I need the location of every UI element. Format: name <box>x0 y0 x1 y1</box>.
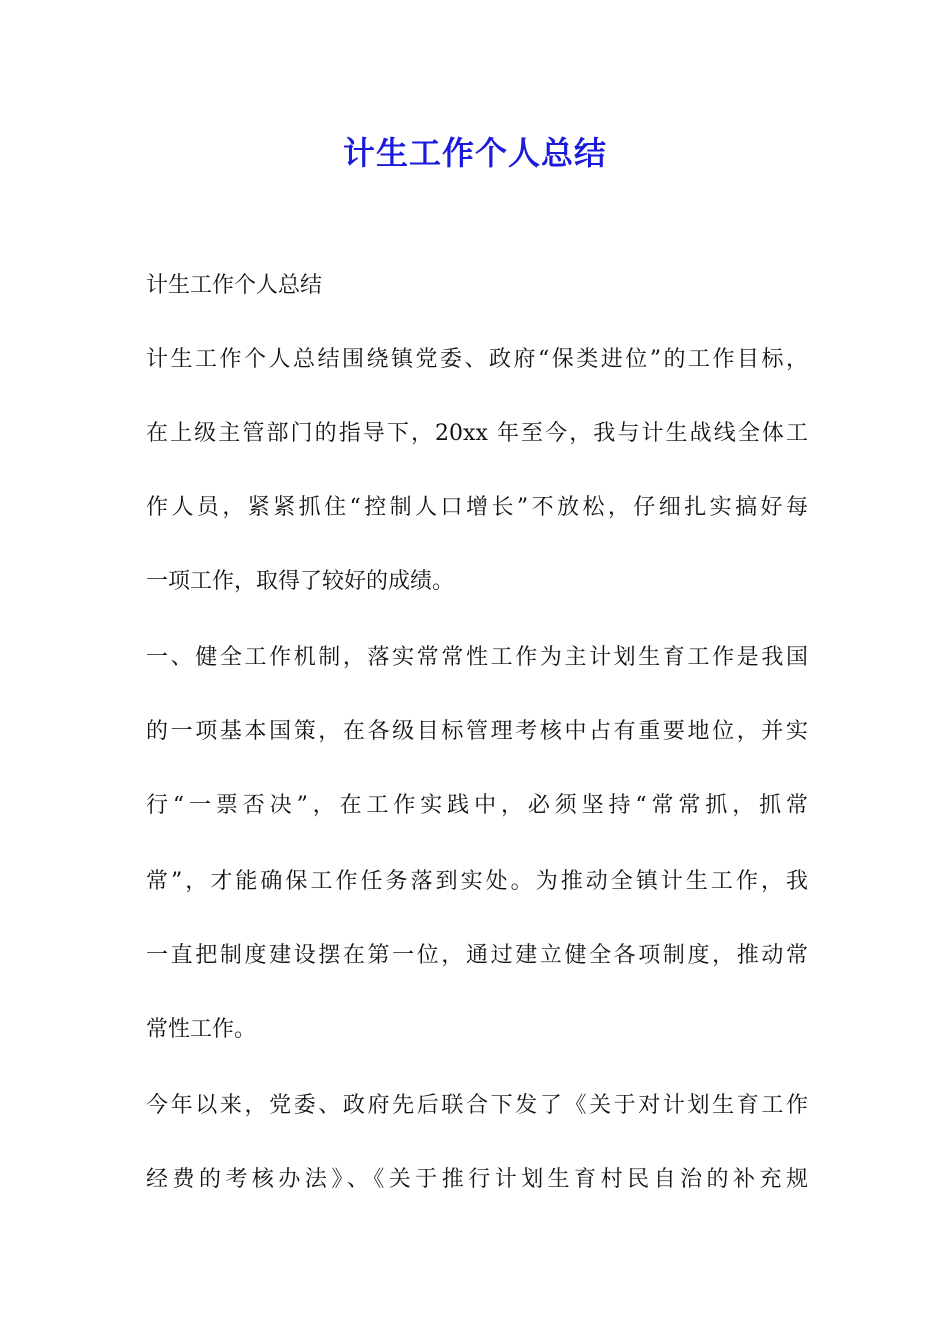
paragraph-line: 一、健全工作机制，落实常常性工作为主计划生育工作是我国 <box>146 645 808 670</box>
document-subtitle: 计生工作个人总结 <box>146 273 323 298</box>
paragraph-line: 常性工作。 <box>146 1017 257 1042</box>
paragraph-line: 行“一票否决”，在工作实践中，必须坚持“常常抓，抓常 <box>146 793 808 818</box>
paragraph-line: 在上级主管部门的指导下，20xx 年至今，我与计生战线全体工 <box>146 421 808 446</box>
document-title: 计生工作个人总结 <box>342 134 607 172</box>
paragraph-line: 一项工作，取得了较好的成绩。 <box>146 569 455 594</box>
paragraph-line: 的一项基本国策，在各级目标管理考核中占有重要地位，并实 <box>146 719 808 744</box>
paragraph-line: 经费的考核办法》、《关于推行计划生育村民自治的补充规 <box>146 1167 808 1192</box>
paragraph-line: 计生工作个人总结围绕镇党委、政府“保类进位”的工作目标， <box>146 347 808 372</box>
paragraph-line: 常”，才能确保工作任务落到实处。为推动全镇计生工作，我 <box>146 869 808 894</box>
paragraph-line: 一直把制度建设摆在第一位，通过建立健全各项制度，推动常 <box>146 943 808 968</box>
paragraph-line: 今年以来，党委、政府先后联合下发了《关于对计划生育工作 <box>146 1093 808 1118</box>
paragraph-line: 作人员，紧紧抓住“控制人口增长”不放松，仔细扎实搞好每 <box>146 495 808 520</box>
